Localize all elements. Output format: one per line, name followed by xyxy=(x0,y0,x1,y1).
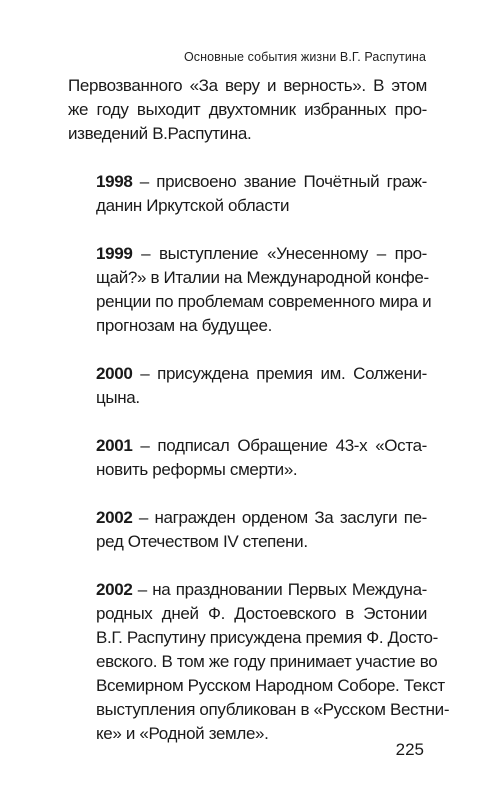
text-line: родных дней Ф. Достоевского в Эстонии xyxy=(96,604,427,623)
year-label: 2001 xyxy=(96,436,133,455)
year-label: 1998 xyxy=(96,172,133,191)
text-line: ке» и «Родной земле». xyxy=(96,724,269,743)
paragraph-1998 xyxy=(68,170,427,218)
text-line: 1999 – выступление «Унесенному – про- xyxy=(96,244,427,263)
page-body xyxy=(68,74,450,746)
text-line: 2000 – присуждена премия им. Солжени- xyxy=(96,364,427,383)
text-line: 2001 – подписал Обращение 43-х «Оста- xyxy=(96,436,427,455)
paragraph-1999 xyxy=(68,242,432,338)
paragraph-2001 xyxy=(68,434,427,482)
text-line: ред Отечеством IV степени. xyxy=(96,532,308,551)
paragraph-2002-dostoevsky xyxy=(68,578,450,746)
text-line: щай?» в Италии на Международной конфе- xyxy=(96,268,429,287)
text-line: 2002 – награжден орденом За заслуги пе- xyxy=(96,508,427,527)
text-line: данин Иркутской области xyxy=(96,196,290,215)
running-head: Основные события жизни В.Г. Распутина xyxy=(183,50,426,64)
page-number: 225 xyxy=(395,740,424,759)
year-label: 1999 xyxy=(96,244,133,263)
text-line: евского. В том же году принимает участие во xyxy=(96,652,438,671)
text-line: прогнозам на будущее. xyxy=(96,316,272,335)
text-line: Первозванного «За веру и верность». В этом xyxy=(68,76,427,95)
text-line: выступления опубликован в «Русском Вестни- xyxy=(96,700,450,719)
paragraph-2002-order xyxy=(68,506,427,554)
text-line: цына. xyxy=(96,388,140,407)
paragraph-2000 xyxy=(68,362,427,410)
text-line: ренции по проблемам современного мира и xyxy=(96,292,432,311)
text-line: изведений В.Распутина. xyxy=(68,124,252,143)
year-label: 2002 xyxy=(96,580,133,599)
text-line: В.Г. Распутину присуждена премия Ф. Досто- xyxy=(96,628,438,647)
text-line: новить реформы смерти». xyxy=(96,460,298,479)
year-label: 2002 xyxy=(96,508,133,527)
year-label: 2000 xyxy=(96,364,133,383)
text-line: же году выходит двухтомник избранных про- xyxy=(68,100,427,119)
paragraph-continuation xyxy=(68,74,427,146)
text-line: Всемирном Русском Народном Соборе. Текст xyxy=(96,676,445,695)
text-line: 2002 – на праздновании Первых Междуна- xyxy=(96,580,427,599)
text-line: 1998 – присвоено звание Почётный граж- xyxy=(96,172,427,191)
